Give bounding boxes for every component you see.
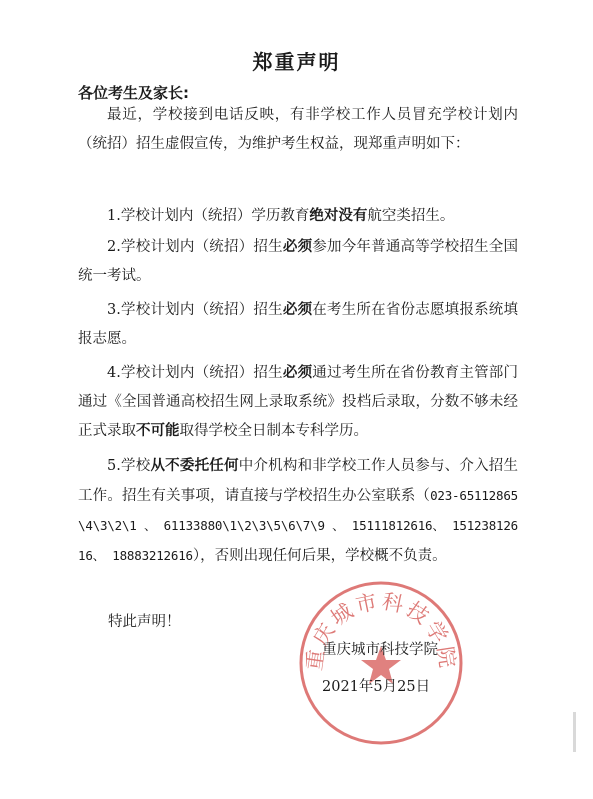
closing-line: 特此声明！ [108, 614, 181, 630]
intro-paragraph: 最近，学校接到电话反映，有非学校工作人员冒充学校计划内（统招）招生虚假宣传，为维护考生权益，现郑重声明如下： [78, 107, 518, 152]
list-item: 3.学校计划内（统招）招生必须在考生所在省份志愿填报系统填报志愿。 [78, 302, 519, 347]
salutation: 各位考生及家长: [78, 84, 189, 102]
signer-name: 重庆城市科技学院 [322, 642, 438, 658]
phone-numbers: 023-65112865\4\3\2\1 、 61133880\1\2\3\5\6\7\9 、 15111812616、 15123812616、 18883212616 [78, 488, 518, 563]
svg-text:重庆城市科技学院: 重庆城市科技学院 [302, 589, 460, 673]
list-item: 4.学校计划内（统招）招生必须通过考生所在省份教育主管部门通过《全国普通高校招生网上录取系统》投档后录取，分数不够未经正式录取不可能取得学校全日制本专科学历。 [78, 365, 519, 439]
list-item: 2.学校计划内（统招）招生必须参加今年普通高等学校招生全国统一考试。 [78, 239, 519, 284]
official-seal-stamp [296, 578, 466, 748]
signature-date: 2021年5月25日 [322, 679, 431, 695]
list-item: 1.学校计划内（统招）学历教育绝对没有航空类招生。 [107, 208, 455, 224]
document-title: 郑重声明 [252, 50, 341, 74]
scan-edge-mark [573, 712, 576, 752]
list-item: 5.学校从不委托任何中介机构和非学校工作人员参与、介入招生工作。招生有关事项，请直接与学校招生办公室联系（023-65112865\4\3\2\1 、 61133880\1\2\3\5\6\7\9 、 15111812616、 15123812616、 18883212616），否则出现任何后果，学校概不负责。 [78, 458, 519, 564]
